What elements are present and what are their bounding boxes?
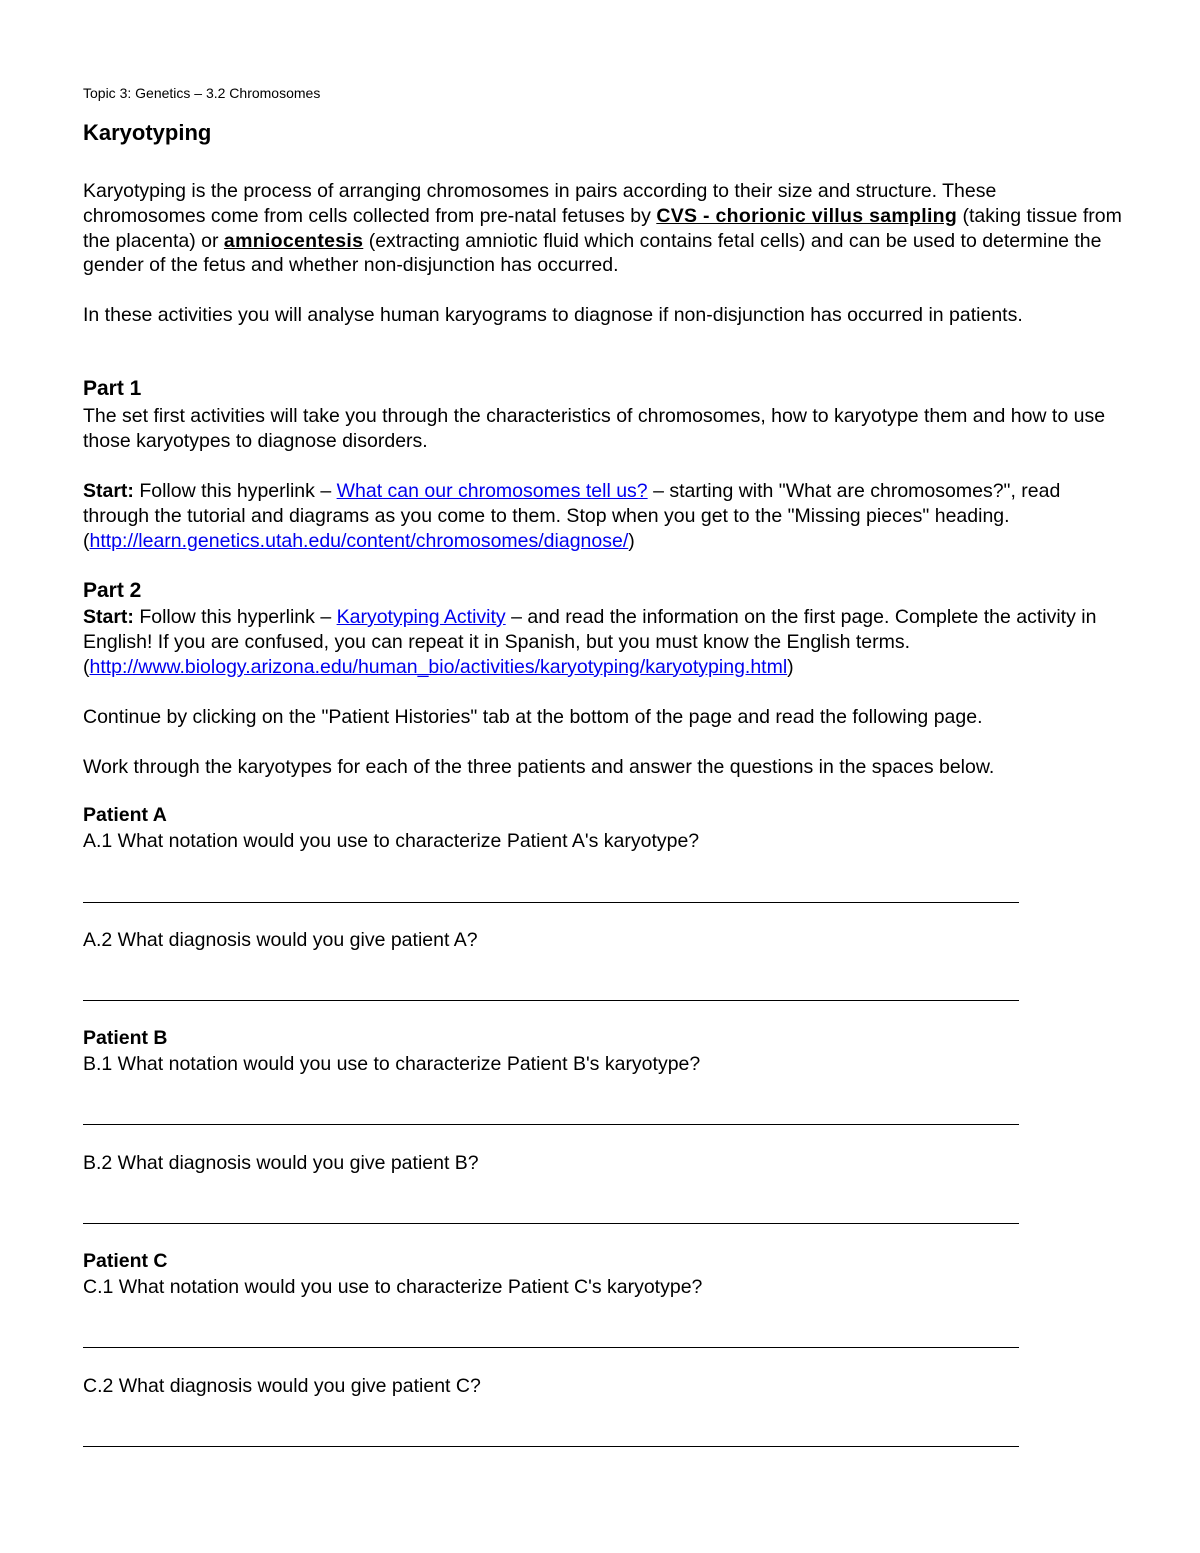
part1-text: The set first activities will take you through the characteristics of chromosomes, how to karyotype them and how to use those karyotypes to diagnose disorders. [83,405,1106,452]
answer-line-c2[interactable] [83,1446,1019,1447]
part1-start-label: Start: [83,480,134,502]
chromosomes-tutorial-link[interactable]: What can our chromosomes tell us? [336,480,648,502]
intro-text-3: (extracting amniotic fluid which contains fetal cells) and can be used to determine the gender of the fetus and whether non-disjunction has occurred. [83,229,1102,277]
answer-line-a2[interactable] [83,1000,1019,1001]
term-amniocentesis: amniocentesis [223,229,364,252]
patient-b-question-1: B.1 What notation would you use to characterize Patient B's karyotype? [83,1053,701,1075]
patient-b-heading: Patient B [83,1027,168,1049]
answer-line-b1[interactable] [83,1124,1019,1125]
topic-header: Topic 3: Genetics – 3.2 Chromosomes [83,85,321,101]
karyotyping-activity-link[interactable]: Karyotyping Activity [336,606,506,628]
work-text: Work through the karyotypes for each of the three patients and answer the questions in the spaces below. [83,756,995,778]
intro-text-2: (taking tissue from the placenta) or [83,204,1122,252]
patient-a-question-2: A.2 What diagnosis would you give patient A? [83,929,478,951]
part2-start-paragraph [83,605,1123,679]
karyotyping-url-link[interactable]: http://www.biology.arizona.edu/human_bio/activities/karyotyping/karyotyping.html [89,655,788,678]
part2-text-2: – and read the information on the first page. Complete the activity in English! If you are confused, you can repeat it in Spanish, but you must know the English terms. ( [83,606,1097,678]
part2-text-3: ) [787,655,794,678]
part1-text-2: – starting with "What are chromosomes?", read through the tutorial and diagrams as you come to them. Stop when you get to the "Missing pieces" heading. ( [83,480,1061,552]
part1-text-1: Follow this hyperlink – [133,480,337,502]
patient-c-question-1: C.1 What notation would you use to characterize Patient C's karyotype? [83,1276,703,1298]
intro-paragraph [83,179,1123,278]
patient-a-question-1: A.1 What notation would you use to characterize Patient A's karyotype? [83,830,700,852]
part1-text-3: ) [628,529,635,552]
answer-line-c1[interactable] [83,1347,1019,1348]
part2-heading: Part 2 [83,579,142,602]
activities-intro: In these activities you will analyse human karyograms to diagnose if non-disjunction has occurred in patients. [83,304,1023,326]
part1-start-paragraph [83,479,1123,553]
part1-heading: Part 1 [83,377,142,400]
page-title: Karyotyping [83,120,212,145]
patient-c-question-2: C.2 What diagnosis would you give patient C? [83,1375,481,1397]
patient-b-question-2: B.2 What diagnosis would you give patient B? [83,1152,479,1174]
patient-a-heading: Patient A [83,804,167,826]
part2-start-label: Start: [83,606,134,628]
intro-text-1: Karyotyping is the process of arranging chromosomes in pairs according to their size and structure. These chromosomes come from cells collected from pre-natal fetuses by [83,180,997,227]
part2-text-1: Follow this hyperlink – [133,606,337,628]
continue-text: Continue by clicking on the "Patient Histories" tab at the bottom of the page and read the following page. [83,706,983,728]
patient-c-heading: Patient C [83,1250,168,1272]
term-cvs: CVS - chorionic villus sampling [656,204,958,227]
answer-line-a1[interactable] [83,902,1019,903]
answer-line-b2[interactable] [83,1223,1019,1224]
chromosomes-url-link[interactable]: http://learn.genetics.utah.edu/content/chromosomes/diagnose/ [89,529,629,552]
